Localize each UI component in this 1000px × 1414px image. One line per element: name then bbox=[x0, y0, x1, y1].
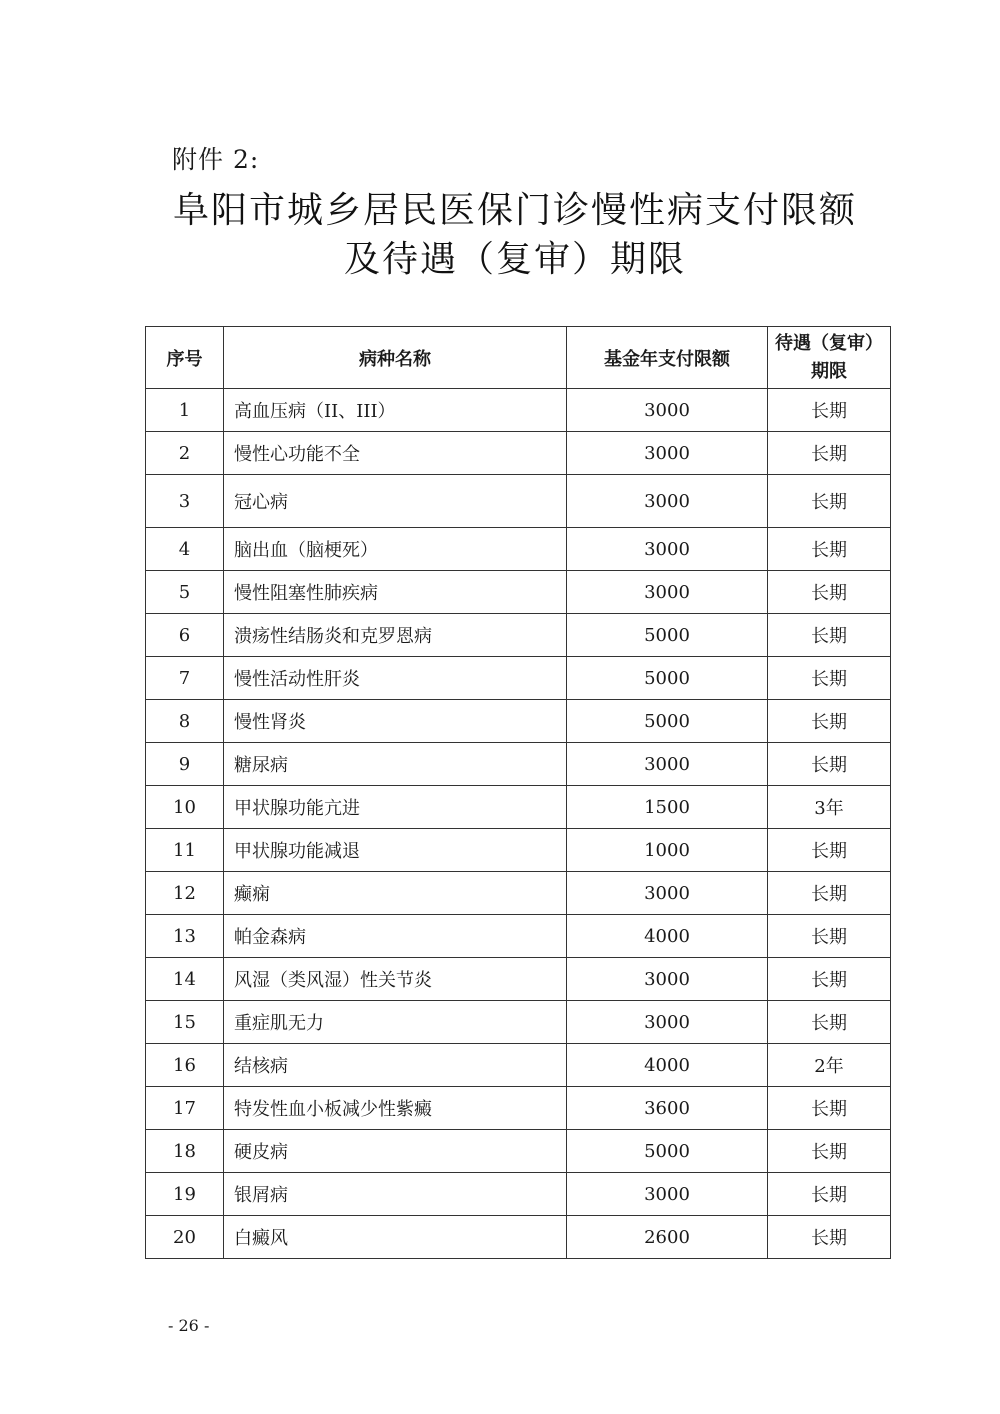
row-number: 2 bbox=[146, 432, 224, 475]
table-row bbox=[146, 872, 891, 915]
chronic-disease-limit-table bbox=[145, 326, 891, 1259]
table-row bbox=[146, 1216, 891, 1259]
table-row bbox=[146, 1173, 891, 1216]
benefit-period: 长期 bbox=[768, 571, 891, 614]
row-number: 11 bbox=[146, 829, 224, 872]
table-row bbox=[146, 743, 891, 786]
disease-name: 结核病 bbox=[224, 1044, 567, 1087]
table-row bbox=[146, 700, 891, 743]
disease-name: 溃疡性结肠炎和克罗恩病 bbox=[224, 614, 567, 657]
benefit-period: 长期 bbox=[768, 475, 891, 528]
row-number: 18 bbox=[146, 1130, 224, 1173]
benefit-period: 长期 bbox=[768, 1087, 891, 1130]
table-row bbox=[146, 432, 891, 475]
annual-limit: 4000 bbox=[567, 1044, 768, 1087]
row-number: 12 bbox=[146, 872, 224, 915]
table-row bbox=[146, 657, 891, 700]
row-number: 17 bbox=[146, 1087, 224, 1130]
row-number: 10 bbox=[146, 786, 224, 829]
row-number: 1 bbox=[146, 389, 224, 432]
disease-name: 甲状腺功能减退 bbox=[224, 829, 567, 872]
attachment-label: 附件 2: bbox=[172, 145, 260, 174]
annual-limit: 3000 bbox=[567, 1173, 768, 1216]
benefit-period: 长期 bbox=[768, 1001, 891, 1044]
annual-limit: 4000 bbox=[567, 915, 768, 958]
row-number: 19 bbox=[146, 1173, 224, 1216]
row-number: 16 bbox=[146, 1044, 224, 1087]
page-number: - 26 - bbox=[168, 1316, 210, 1335]
annual-limit: 3000 bbox=[567, 432, 768, 475]
annual-limit: 5000 bbox=[567, 700, 768, 743]
disease-name: 脑出血（脑梗死） bbox=[224, 528, 567, 571]
annual-limit: 3600 bbox=[567, 1087, 768, 1130]
row-number: 6 bbox=[146, 614, 224, 657]
benefit-period: 长期 bbox=[768, 958, 891, 1001]
row-number: 13 bbox=[146, 915, 224, 958]
benefit-period: 长期 bbox=[768, 700, 891, 743]
annual-limit: 3000 bbox=[567, 571, 768, 614]
annual-limit: 1500 bbox=[567, 786, 768, 829]
benefit-period: 3年 bbox=[768, 786, 891, 829]
annual-limit: 3000 bbox=[567, 872, 768, 915]
document-title-line-1: 阜阳市城乡居民医保门诊慢性病支付限额 bbox=[172, 190, 857, 231]
table-row bbox=[146, 389, 891, 432]
table-row bbox=[146, 829, 891, 872]
disease-name: 慢性心功能不全 bbox=[224, 432, 567, 475]
header-period-line-2: 期限 bbox=[811, 360, 847, 382]
disease-name: 癫痫 bbox=[224, 872, 567, 915]
disease-name: 冠心病 bbox=[224, 475, 567, 528]
benefit-period: 长期 bbox=[768, 432, 891, 475]
benefit-period: 长期 bbox=[768, 829, 891, 872]
table-row bbox=[146, 528, 891, 571]
table-row bbox=[146, 1044, 891, 1087]
row-number: 7 bbox=[146, 657, 224, 700]
row-number: 4 bbox=[146, 528, 224, 571]
benefit-period: 长期 bbox=[768, 657, 891, 700]
header-period-line-1: 待遇（复审） bbox=[775, 332, 883, 354]
disease-name: 重症肌无力 bbox=[224, 1001, 567, 1044]
annual-limit: 3000 bbox=[567, 528, 768, 571]
benefit-period: 长期 bbox=[768, 1173, 891, 1216]
annual-limit: 3000 bbox=[567, 389, 768, 432]
table-body bbox=[146, 389, 891, 1259]
benefit-period: 长期 bbox=[768, 915, 891, 958]
table-row bbox=[146, 614, 891, 657]
table-row bbox=[146, 786, 891, 829]
disease-name: 高血压病（II、III） bbox=[224, 389, 567, 432]
benefit-period: 长期 bbox=[768, 614, 891, 657]
benefit-period: 长期 bbox=[768, 743, 891, 786]
benefit-period: 长期 bbox=[768, 1130, 891, 1173]
annual-limit: 3000 bbox=[567, 958, 768, 1001]
annual-limit: 5000 bbox=[567, 614, 768, 657]
row-number: 5 bbox=[146, 571, 224, 614]
header-annual-limit: 基金年支付限额 bbox=[567, 327, 768, 389]
table-row bbox=[146, 571, 891, 614]
benefit-period: 长期 bbox=[768, 528, 891, 571]
header-no: 序号 bbox=[146, 327, 224, 389]
document-title-line-2: 及待遇（复审）期限 bbox=[343, 239, 686, 280]
table-row bbox=[146, 958, 891, 1001]
header-benefit-period bbox=[768, 327, 891, 389]
benefit-period: 2年 bbox=[768, 1044, 891, 1087]
disease-name: 特发性血小板减少性紫癜 bbox=[224, 1087, 567, 1130]
header-disease-name: 病种名称 bbox=[224, 327, 567, 389]
table-row bbox=[146, 915, 891, 958]
annual-limit: 1000 bbox=[567, 829, 768, 872]
disease-name: 帕金森病 bbox=[224, 915, 567, 958]
disease-name: 糖尿病 bbox=[224, 743, 567, 786]
annual-limit: 2600 bbox=[567, 1216, 768, 1259]
row-number: 20 bbox=[146, 1216, 224, 1259]
benefit-period: 长期 bbox=[768, 389, 891, 432]
table-row bbox=[146, 1130, 891, 1173]
row-number: 9 bbox=[146, 743, 224, 786]
row-number: 14 bbox=[146, 958, 224, 1001]
disease-name: 风湿（类风湿）性关节炎 bbox=[224, 958, 567, 1001]
row-number: 3 bbox=[146, 475, 224, 528]
disease-name: 慢性阻塞性肺疾病 bbox=[224, 571, 567, 614]
annual-limit: 3000 bbox=[567, 743, 768, 786]
disease-name: 白癜风 bbox=[224, 1216, 567, 1259]
disease-name: 银屑病 bbox=[224, 1173, 567, 1216]
table-header-row bbox=[146, 327, 891, 389]
annual-limit: 3000 bbox=[567, 475, 768, 528]
table-row bbox=[146, 1001, 891, 1044]
disease-name: 硬皮病 bbox=[224, 1130, 567, 1173]
benefit-period: 长期 bbox=[768, 872, 891, 915]
annual-limit: 5000 bbox=[567, 657, 768, 700]
table-row bbox=[146, 1087, 891, 1130]
annual-limit: 3000 bbox=[567, 1001, 768, 1044]
benefit-period: 长期 bbox=[768, 1216, 891, 1259]
row-number: 15 bbox=[146, 1001, 224, 1044]
disease-name: 慢性肾炎 bbox=[224, 700, 567, 743]
table-row bbox=[146, 475, 891, 528]
disease-name: 慢性活动性肝炎 bbox=[224, 657, 567, 700]
disease-name: 甲状腺功能亢进 bbox=[224, 786, 567, 829]
annual-limit: 5000 bbox=[567, 1130, 768, 1173]
row-number: 8 bbox=[146, 700, 224, 743]
